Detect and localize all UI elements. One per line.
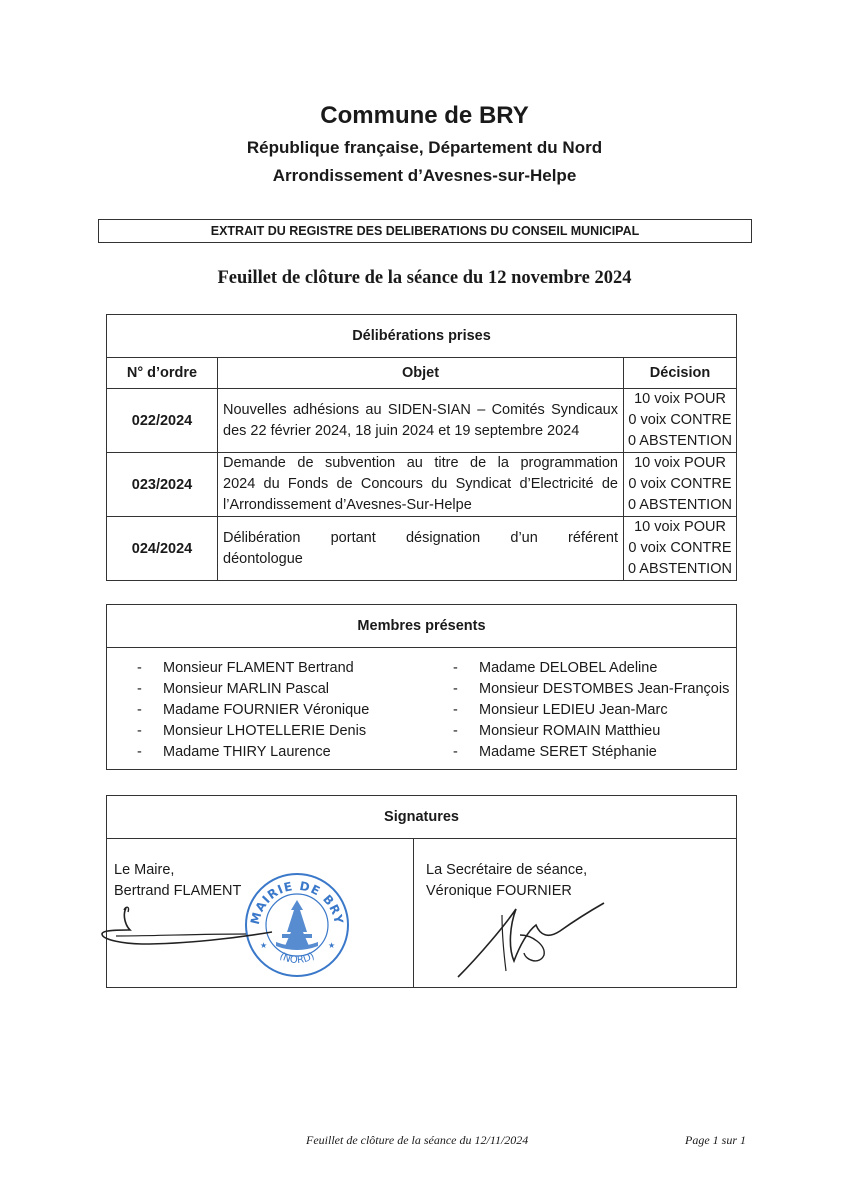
republique-subtitle: République française, Département du Nord [246,138,603,157]
list-item: - Monsieur FLAMENT Bertrand [107,658,369,679]
deliberation-decision [624,517,737,581]
deliberations-table [106,314,737,581]
vote-abstention: 0 ABSTENTION [628,561,732,577]
list-item: - Monsieur LHOTELLERIE Denis [107,721,369,742]
list-item: - Madame THIRY Laurence [107,742,369,763]
vote-pour: 10 voix POUR [634,519,726,535]
col-decision-header: Décision [624,358,737,389]
vote-pour: 10 voix POUR [634,391,726,407]
vote-abstention: 0 ABSTENTION [628,433,732,449]
vote-contre: 0 voix CONTRE [628,412,732,428]
objet-line: Délibération portant désignation d’un référent [223,529,618,546]
col-objet-header: Objet [218,358,624,389]
list-item: - Madame DELOBEL Adeline [423,658,729,679]
maire-name: Bertrand FLAMENT [114,883,242,899]
list-item: - Madame FOURNIER Véronique [107,700,369,721]
secretaire-role: La Secrétaire de séance, [426,862,588,878]
objet-line: déontologue [223,550,303,567]
list-item: - Monsieur MARLIN Pascal [107,679,369,700]
secretaire-signature-icon [450,895,610,985]
seance-title: Feuillet de clôture de la séance du 12 novembre 2024 [217,268,632,288]
deliberation-number: 023/2024 [107,453,218,517]
svg-text:★: ★ [260,941,268,950]
list-item: - Monsieur DESTOMBES Jean-François [423,679,729,700]
deliberations-caption: Délibérations prises [107,315,737,358]
vote-pour: 10 voix POUR [634,455,726,471]
extract-banner: EXTRAIT DU REGISTRE DES DELIBERATIONS DU CONSEIL MUNICIPAL [98,219,752,243]
table-row [107,517,737,581]
arrondissement-subtitle: Arrondissement d’Avesnes-sur-Helpe [272,166,577,185]
secretaire-name: Véronique FOURNIER [426,883,572,899]
deliberation-number: 024/2024 [107,517,218,581]
signatures-caption: Signatures [107,796,736,839]
deliberation-objet [218,517,624,581]
svg-text:(NORD) [278,951,317,966]
objet-line: 2024 du Fonds de Concours du Syndicat d’Electricité de [223,476,618,492]
vote-contre: 0 voix CONTRE [628,540,732,556]
membres-box [106,604,737,770]
deliberation-decision [624,453,737,517]
objet-line: des 22 février 2024, 18 juin 2024 et 19 septembre 2024 [223,422,580,439]
commune-title: Commune de BRY [320,102,529,129]
footer-page: Page 1 sur 1 [685,1133,746,1147]
deliberation-objet [218,453,624,517]
list-item: - Madame SERET Stéphanie [423,742,729,763]
table-row [107,453,737,517]
deliberation-number: 022/2024 [107,389,218,453]
objet-line: l’Arrondissement d’Avesnes-Sur-Helpe [223,497,472,513]
deliberation-objet [218,389,624,453]
maire-role: Le Maire, [114,862,175,878]
stamp-text-top: MAIRIE DE BRY [247,878,346,926]
list-item: - Monsieur LEDIEU Jean-Marc [423,700,729,721]
list-item: - Monsieur ROMAIN Matthieu [423,721,729,742]
membres-list-left [107,658,369,763]
col-num-header: N° d’ordre [107,358,218,389]
objet-line: Demande de subvention au titre de la programmation [223,455,618,471]
vote-contre: 0 voix CONTRE [628,476,732,492]
stamp-text-bottom: (NORD) [277,950,317,967]
objet-line: Nouvelles adhésions au SIDEN-SIAN – Comités Syndicaux [223,401,618,418]
svg-text:★: ★ [328,941,336,950]
maire-block [114,860,241,902]
footer-seance: Feuillet de clôture de la séance du 12/11/2024 [306,1133,529,1147]
membres-list-right [423,658,729,763]
signatures-divider [413,838,414,988]
table-row [107,389,737,453]
vote-abstention: 0 ABSTENTION [628,497,732,513]
deliberation-decision [624,389,737,453]
maire-signature-icon [96,900,276,960]
membres-caption: Membres présents [107,605,736,648]
